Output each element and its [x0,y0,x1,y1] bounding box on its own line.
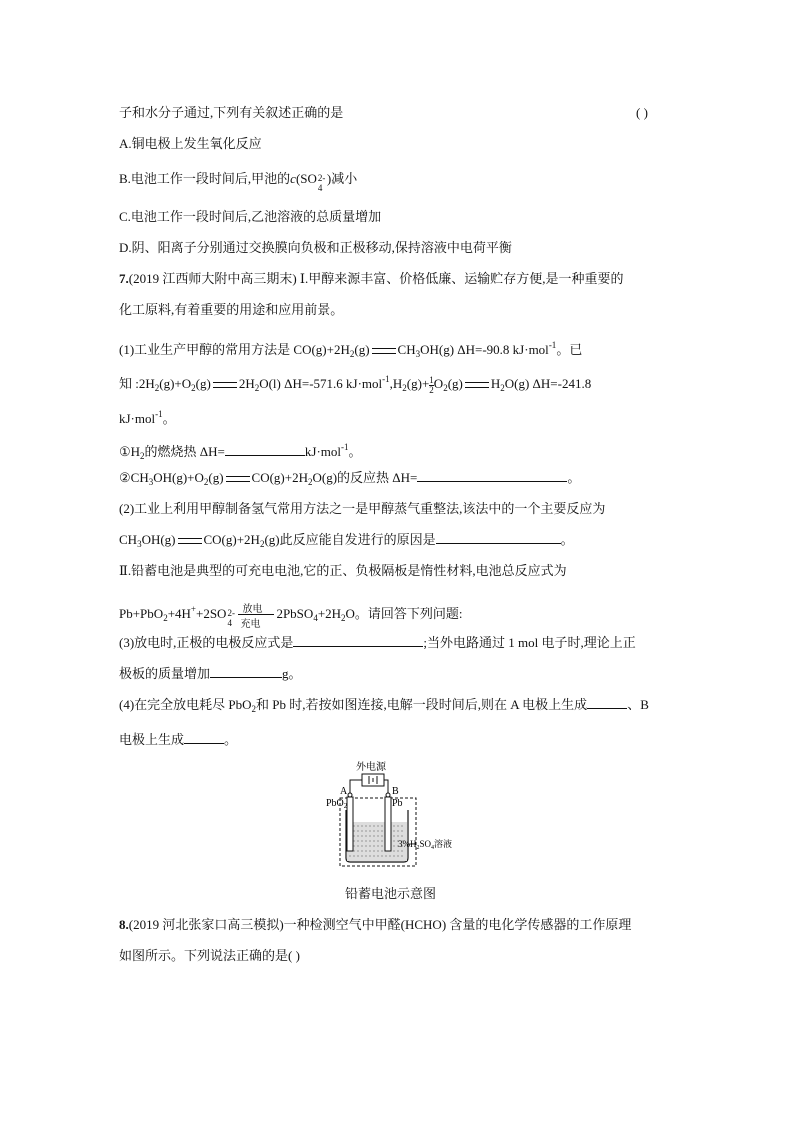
part-1-known: 知 $:2H_2(g)+O_2(g)$ $2H_2O(l)$ ΔH=-571.6 $kJ\cdot mol^{-1},H_2(g)+$ $\frac{1}{2}$ $O_2(g)$ $H_2O(g)$ ΔH=-241.8 [119,374,592,395]
wire-b [384,780,388,794]
equilibrium-arrow [372,348,396,354]
label-pb: Pb [392,798,403,809]
part-1-equation: (1)工业生产甲醇的常用方法是 $CO(g)+2H_2(g)$ $CH_3OH(g)$ ΔH=-90.8 kJ·mol$^{-1}$。已 [119,340,583,359]
part-1-unit: kJ·mol$^{-1}$。 [119,409,176,426]
option-a: A.铜电极上发生氧化反应 [119,136,262,151]
label-b: B [392,786,399,797]
equilibrium-arrow [465,382,489,388]
question-7-line-2: 化工原料,有着重要的用途和应用前景。 [119,302,344,317]
question-8-line-2: 如图所示。下列说法正确的是( ) [119,948,300,963]
label-pbo2: PbO$_2$ [326,798,348,810]
equilibrium-arrow [226,476,250,482]
terminal-b [386,793,390,797]
question-8-line-1: 8.(2019 河北张家口高三模拟)一种检测空气中甲醛(HCHO) 含量的电化学传感器的工作原理 [119,917,632,932]
fraction-one-half: $\frac{1}{2}$ [429,374,434,395]
wire-a [350,780,362,794]
answer-blank[interactable] [436,531,561,544]
answer-blank[interactable] [184,731,224,744]
part-2-equation: $CH_3OH(g)$ $CO(g)+2H_2(g)$此反应能自发进行的原因是 。 [119,532,574,549]
equilibrium-arrow [213,382,237,388]
question-7-line-1: 7.(2019 江西师大附中高三期末) Ⅰ.甲醇来源丰富、价格低廉、运输贮存方便,是一种重要的 [119,271,624,286]
option-b: B.电池工作一段时间后,甲池的c(SO 2- 4 )减小 [119,171,358,194]
lead-battery-diagram [320,758,510,870]
label-a: A [340,786,348,797]
electrode-a [347,797,353,851]
answer-blank[interactable] [587,696,627,709]
part-2-stem: (2)工业上利用甲醇制备氢气常用方法之一是甲醇蒸气重整法,该法中的一个主要反应为 [119,501,606,516]
part-4-line-2: 电极上生成 。 [119,732,238,747]
part-3-line-2: 极板的质量增加 g。 [119,666,302,681]
answer-blank[interactable] [210,665,282,678]
option-c: C.电池工作一段时间后,乙池溶液的总质量增加 [119,209,382,224]
terminal-a [348,793,352,797]
answer-blank[interactable] [293,634,423,647]
answer-paren: ( ) [636,105,648,120]
answer-blank[interactable] [417,469,567,482]
sulfate-charge: 2- 4 [317,173,326,194]
option-d: D.阴、阳离子分别通过交换膜向负极和正极移动,保持溶液中电荷平衡 [119,240,512,255]
solution-label: $3\%H_2SO_4$溶液 [398,839,453,851]
lead-battery-equation: Pb+PbO$_2$+4H++2SO 2- 4 放电 充电 $2PbSO_4+2H_2O$。请回答下列问题: [119,604,463,631]
reversible-arrow: 放电 充电 [236,605,276,625]
section-2-intro: Ⅱ.铅蓄电池是典型的可充电电池,它的正、负极隔板是惰性材料,电池总反应式为 [119,563,567,578]
part-3-line-1: (3)放电时,正极的电极反应式是 ;当外电路通过 1 mol 电子时,理论上正 [119,635,636,650]
diagram-caption: 铅蓄电池示意图 [345,887,437,902]
equilibrium-arrow [178,538,202,544]
electrode-b [385,797,391,851]
sub-question-2: $②CH_3OH(g)+O_2(g)$ $CO(g)+2H_2O(g)$的反应热 ΔH= 。 [119,470,581,487]
sub-question-1: $①H_2$的燃烧热 ΔH= kJ·mol$^{-1}$。 [119,442,362,461]
question-6-stem-end: 子和水分子通过,下列有关叙述正确的是 [119,105,344,120]
part-4-line-1: (4)在完全放电耗尽 PbO$_2$和 Pb 时,若按如图连接,电解一段时间后,则在 A 电极上生成 、B [119,697,649,714]
answer-blank[interactable] [225,443,305,456]
power-source-label: 外电源 [356,762,386,773]
sulfate-charge: 2- 4 [227,608,235,629]
